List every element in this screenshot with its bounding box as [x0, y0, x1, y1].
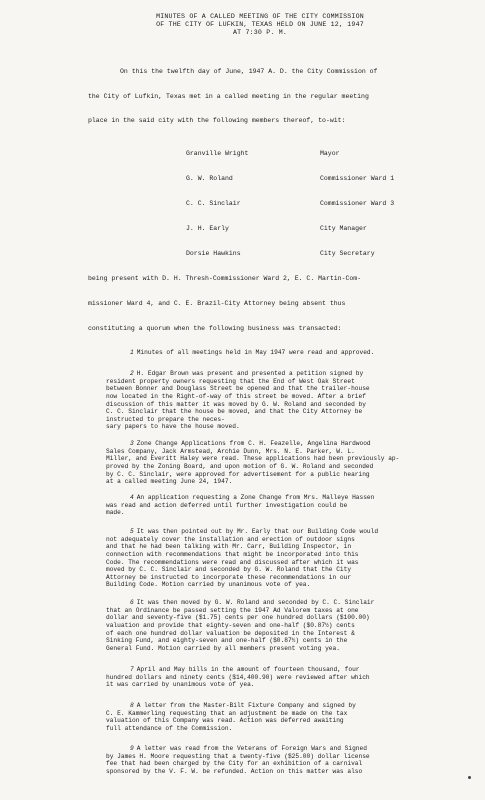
item-text: not adequately cover the installation and erection of outdoor signs [106, 535, 355, 543]
member-title: Commissioner Ward 1 [320, 175, 395, 182]
item-text: proved by the Zoning Board, and upon motion of G. W. Roland and seconded [106, 462, 374, 470]
item-text: made. [106, 509, 125, 517]
item-text: Code. The recommendations were read and discussed after which it was [106, 558, 359, 566]
item-text: connection with recommendations that might be incorporated into this [106, 550, 359, 558]
item-number: 5 [130, 528, 134, 535]
minutes-item-2 [106, 370, 456, 431]
item-text: instructed to prepare the neces- [106, 415, 225, 423]
item-text: by C. C. Sinclair, were approved for advertisement for a public hearing [106, 470, 370, 478]
item-text: hundred dollars and ninety cents ($14,400.90) were reviewed after which [106, 673, 370, 681]
attendance-line-2: missioner Ward 4, and C. E. Brazil-City Attorney being absent thus [88, 300, 346, 307]
item-text: that an Ordinance be passed setting the 1947 Ad Valorem taxes at one [106, 606, 359, 614]
item-text: An application requesting a Zone Change from Mrs. Malleye Hassen [136, 494, 375, 501]
item-text: and that he had been talking with Mr. Carr, Building Inspector, in [106, 543, 352, 551]
minutes-title [140, 13, 380, 37]
intro-line-3: place in the said city with the following members thereof, to-wit: [88, 117, 346, 124]
minutes-item-3 [106, 440, 456, 486]
item-number: 2 [130, 370, 134, 377]
item-text: Sales Company, Jack Armstead, Archie Dunn, Mrs. N. E. Parker, W. L. [106, 447, 355, 455]
item-text: valuation and provide that eighty-seven and one-half ($0.87½) cents [106, 621, 355, 629]
item-text: C. C. Sinclair that the house be moved, and that the City Attorney be [106, 408, 363, 416]
item-number: 3 [130, 440, 134, 447]
item-number: 8 [130, 702, 134, 709]
item-text: It was then pointed out by Mr. Early that our Building Code would [136, 528, 379, 535]
item-text: sary papers to have the house moved. [106, 423, 240, 431]
item-text: now located in the Right-of-way of this street be moved. After a brief [106, 392, 366, 400]
item-text: C. E. Kammerling requesting that an adjustment be made on the tax [106, 709, 348, 717]
title-line-1: MINUTES OF A CALLED MEETING OF THE CITY COMMISSION [156, 13, 364, 20]
minutes-item-9 [106, 745, 456, 776]
minutes-item-7 [106, 666, 456, 689]
minutes-item-4 [106, 494, 456, 517]
item-text: full attendance of the Commission. [106, 724, 233, 732]
item-number: 4 [130, 494, 134, 501]
item-number: 7 [130, 666, 134, 673]
item-text: A letter was read from the Veterans of Foreign Wars and Signed [136, 745, 367, 752]
item-text: H. Edgar Brown was present and presented a petition signed by [136, 370, 364, 377]
item-text: it was carried by unanimous vote of yea. [106, 681, 255, 689]
item-text: moved by C. C. Sinclair and seconded by G. W. Roland that the City [106, 566, 352, 574]
item-text: was read and action deferred until further investigation could be [106, 501, 348, 509]
item-text: resident property owners requesting that the End of West Oak Street [106, 377, 355, 385]
item-text: by James H. Moore requesting that a twenty-five ($25.00) dollar license [106, 752, 370, 760]
item-text: It was then moved by G. W. Roland and seconded by C. C. Sinclair [136, 599, 375, 606]
item-number: 1 [130, 349, 134, 356]
item-text: Minutes of all meetings held in May 1947 were read and approved. [136, 349, 375, 356]
title-line-2: OF THE CITY OF LUFKIN, TEXAS HELD ON JUNE 12, 1947 [156, 20, 364, 28]
member-name: Dorsie Hawkins [186, 250, 241, 257]
member-title: Mayor [320, 150, 340, 157]
item-text: Miller, and Everitt Haley were read. These applications had been previously ap- [106, 455, 400, 463]
item-text: valuation of this Company was read. Action was deferred awaiting [106, 717, 344, 725]
intro-line-2: the City of Lufkin, Texas met in a called meeting in the regular meeting [88, 93, 369, 100]
item-text: discussion of this matter it was moved by G. W. Roland and seconded by [106, 400, 366, 408]
item-text: fee that had been charged by the City for an exhibition of a carnival [106, 760, 363, 768]
scan-speck [468, 776, 471, 779]
item-text: between Bonner and Douglass Street be opened and that the trailer-house [106, 385, 370, 393]
member-title: City Secretary [320, 250, 375, 257]
item-text: dollar and seventy-five ($1.75) cents per one hundred dollars ($100.00) [106, 614, 370, 622]
minutes-item-1 [106, 349, 456, 357]
item-text: Attorney be instructed to incorporate these recommendations in our [106, 573, 352, 581]
attendance-line-3: constituting a quorum when the following business was transacted: [88, 325, 342, 332]
item-text: sponsored by the V. F. W. be refunded. Action on this matter was also [106, 767, 363, 775]
item-text: Building Code. Motion carried by unanimous vote of yea. [106, 581, 311, 589]
item-number: 9 [130, 745, 134, 752]
minutes-item-5 [106, 528, 456, 589]
member-name: Granville Wright [186, 150, 249, 157]
member-name: J. H. Early [186, 225, 229, 232]
minutes-item-6 [106, 599, 456, 652]
title-line-3: AT 7:30 P. M. [232, 28, 288, 36]
item-number: 6 [130, 599, 134, 606]
attendance-line-1: being present with D. H. Thresh-Commissioner Ward 2, E. C. Martin-Com- [88, 275, 362, 282]
item-text: of each one hundred dollar valuation be deposited in the Interest & [106, 629, 355, 637]
item-text: at a called meeting June 24, 1947. [106, 478, 233, 486]
item-text: Sinking Fund, and eighty-seven and one-half ($0.87½) cents in the [106, 637, 348, 645]
intro-line-1: On this the twelfth day of June, 1947 A. D. the City Commission of [120, 68, 378, 75]
item-text: A letter from the Master-Bilt Fixture Company and signed by [136, 702, 356, 709]
member-name: G. W. Roland [186, 175, 233, 182]
item-text: Zone Change Applications from C. H. Feazelle, Angelina Hardwood [136, 440, 371, 447]
item-text: April and May bills in the amount of fourteen thousand, four [136, 666, 360, 673]
member-title: City Manager [320, 225, 367, 232]
minutes-item-8 [106, 702, 456, 733]
member-title: Commissioner Ward 3 [320, 200, 395, 207]
item-text: General Fund. Motion carried by all members present voting yea. [106, 644, 340, 652]
member-name: C. C. Sinclair [186, 200, 241, 207]
